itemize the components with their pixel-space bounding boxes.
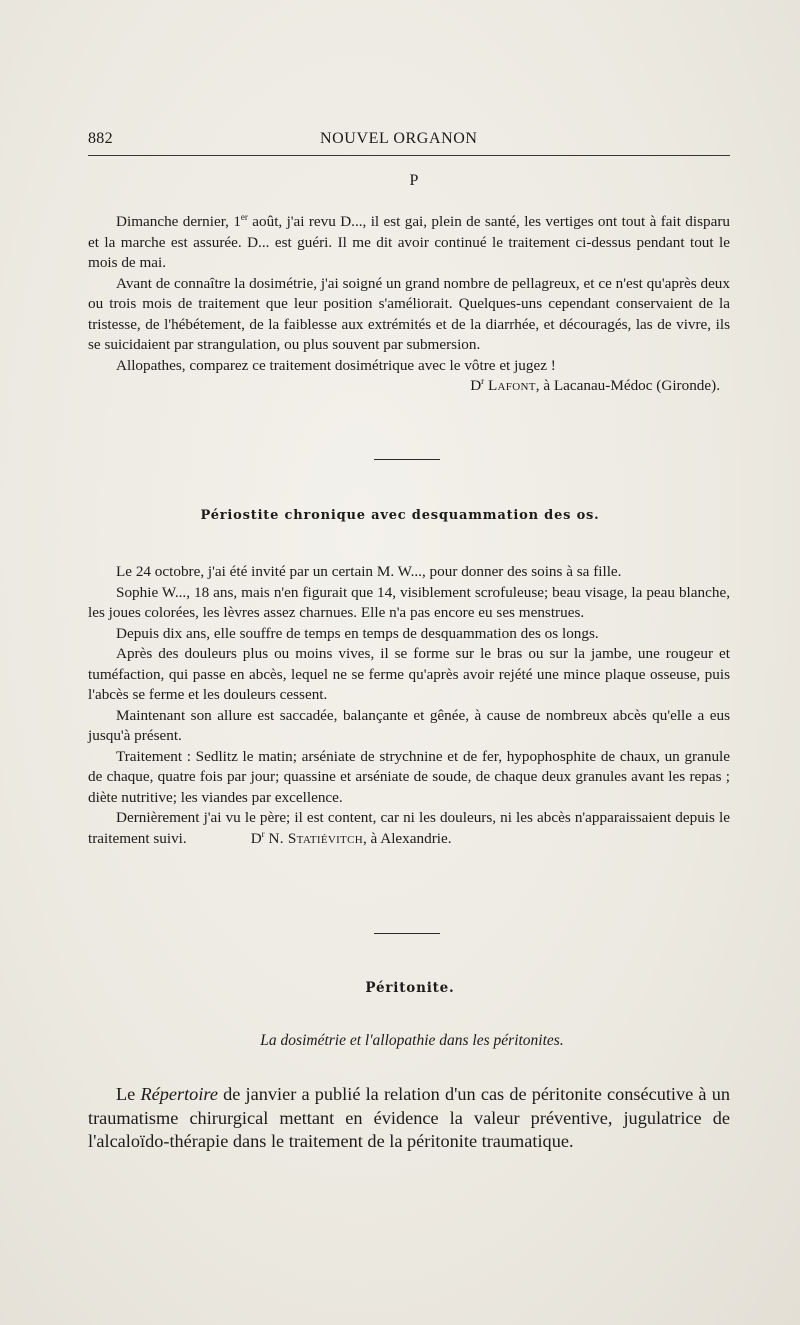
section-title-periostite: Périostite chronique avec desquammation des os. bbox=[200, 508, 600, 523]
section-divider bbox=[374, 459, 440, 460]
signature: $D^r$ Lafont, à Lacanau-Médoc (Gironde). bbox=[470, 375, 720, 394]
paragraph: Depuis dix ans, elle souffre de temps en temps de desquammation des os longs. bbox=[116, 624, 599, 642]
paragraph: Avant de connaître la dosimétrie, j'ai soigné un grand nombre de pellagreux, et ce n'est qu'après deux ou trois mois de traitement que leur position s'améliorait. Quelques-uns cependant conservaient de la tristesse, de l'hébétement, de la faiblesse aux extrémités et de la diarrhée, et découragés, las de vivre, ils se suicidaient par strangulation, ou plus souvent par submersion. bbox=[88, 274, 730, 353]
header-rule bbox=[88, 155, 730, 156]
section-title-peritonite: Péritonite. bbox=[365, 980, 455, 996]
paragraph: Sophie W..., 18 ans, mais n'en figurait que 14, visiblement scrofuleuse; beau visage, la peau blanche, les joues colorées, les lèvres assez charnues. Elle n'a pas encore eu ses menstrues. bbox=[88, 583, 730, 621]
page-header bbox=[88, 128, 730, 158]
paragraph: Traitement : Sedlitz le matin; arséniate de strychnine et de fer, hypophosphite de chaux, un granule de chaque, quatre fois par jour; quassine et arséniate de soude, de chaque deux granules avant les repas ; diète nutritive; les viandes par excellence. bbox=[88, 747, 730, 806]
paragraph: Le 24 octobre, j'ai été invité par un certain M. W..., pour donner des soins à sa fille. bbox=[116, 563, 622, 580]
paragraph-with-signature: Dernièrement j'ai vu le père; il est content, car ni les douleurs, ni les abcès n'apparaissaient depuis le traitement suivi. $D^r$ N. Statiévitch, à Alexandrie. bbox=[88, 809, 730, 847]
signature: $D^r$ N. Statiévitch, à Alexandrie. bbox=[250, 828, 452, 847]
page-number: 882 bbox=[88, 130, 113, 147]
paragraph: Allopathes, comparez ce traitement dosimétrique avec le vôtre et jugez ! bbox=[116, 356, 556, 374]
section-divider bbox=[374, 933, 440, 934]
section-p-body bbox=[88, 212, 730, 397]
paragraph: Le Répertoire de janvier a publié la relation d'un cas de péritonite consécutive à un traumatisme chirurgical mettant en évidence la valeur préventive, jugulatrice de l'alcaloïdo-thérapie dans le traitement de la péritonite traumatique. bbox=[88, 1084, 730, 1151]
section-subtitle: La dosimétrie et l'allopathie dans les péritonites. bbox=[260, 1032, 564, 1049]
section-letter: P bbox=[409, 172, 419, 189]
section-periostite-body bbox=[88, 562, 730, 849]
paragraph: Dimanche dernier, 1er août, j'ai revu D..., il est gai, plein de santé, les vertiges ont tout à fait disparu et la marche est assurée. D... est guéri. Il me dit avoir continué le traitement ci-dessus pendant tout le mois de mai. bbox=[88, 211, 730, 271]
paragraph: Après des douleurs plus ou moins vives, il se forme sur le bras ou sur la jambe, une rougeur et tuméfaction, qui passe en abcès, lequel ne se ferme qu'après avoir rejété une mince plaque osseuse, puis l'abcès se ferme et les douleurs cessent. bbox=[88, 645, 730, 703]
running-title: NOUVEL ORGANON bbox=[320, 130, 478, 147]
paragraph: Maintenant son allure est saccadée, balançante et gênée, à cause de nombreux abcès qu'elle a eus jusqu'à présent. bbox=[88, 706, 730, 744]
section-peritonite-body bbox=[88, 1083, 730, 1154]
